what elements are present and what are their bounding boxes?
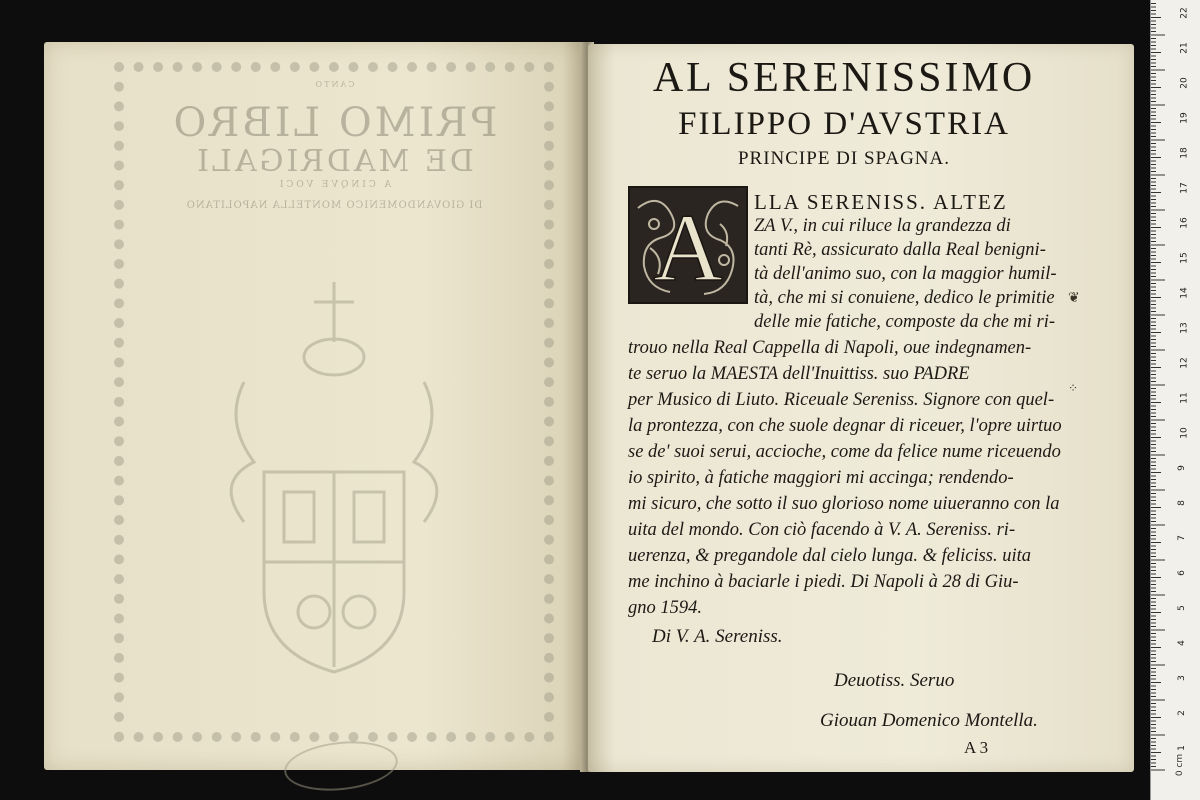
measurement-ruler <box>1150 0 1200 800</box>
body-line-15: uerenza, & pregandole dal cielo lunga. & feliciss. uita <box>628 546 1032 566</box>
coat-of-arms-image <box>204 262 464 702</box>
salutation: Di V. A. Sereniss. <box>652 626 783 647</box>
body-line-13: mi sicuro, che sotto il suo glorioso nome uiueranno con la <box>628 494 1060 514</box>
ruler-number: 20 <box>1179 77 1190 89</box>
left-page <box>44 42 584 770</box>
ruler-number: 22 <box>1179 7 1190 19</box>
printer-ornament-icon: ❦ <box>1068 290 1080 306</box>
author-signature: Giouan Domenico Montella. <box>820 710 1038 731</box>
ruler-number: 6 <box>1176 570 1187 576</box>
body-line-7: trouo nella Real Cappella di Napoli, oue indegnamen- <box>628 338 1032 358</box>
body-line-4: tà dell'animo suo, con la maggior humil- <box>754 264 1057 284</box>
show-through-title-page <box>114 62 554 742</box>
decorated-initial <box>628 186 748 304</box>
ruler-number: 7 <box>1176 535 1187 541</box>
body-line-3: tanti Rè, assicurato dalla Real benigni- <box>754 240 1046 260</box>
ruler-unit-label: 0 cm <box>1175 753 1186 777</box>
right-page <box>588 44 1134 772</box>
margin-mark-icon: ⁘ <box>1068 381 1079 395</box>
library-stamp <box>282 736 400 796</box>
ruler-number: 19 <box>1179 112 1190 124</box>
body-line-16: me inchino à baciarle i piedi. Di Napoli à 28 di Giu- <box>628 572 1019 592</box>
dedication-rank: PRINCIPE DI SPAGNA. <box>737 148 951 169</box>
foliage-ornament-icon <box>630 188 746 302</box>
ruler-number: 18 <box>1179 147 1190 159</box>
ghost-title: PRIMO LIBRO <box>170 100 498 146</box>
ruler-number: 1 <box>1176 745 1187 751</box>
body-line-1: LLA SERENISS. ALTEZ <box>754 190 1008 214</box>
ruler-number: 10 <box>1179 427 1190 439</box>
body-line-14: uita del mondo. Con ciò facendo à V. A. Sereniss. ri- <box>628 520 1016 540</box>
body-line-17: gno 1594. <box>628 598 702 618</box>
body-line-11: se de' suoi serui, accioche, come da felice nume riceuendo <box>628 442 1061 462</box>
initial-letter: A <box>653 194 723 301</box>
body-line-2: ZA V., in cui riluce la grandezza di <box>754 216 1011 236</box>
dedication-name: FILIPPO D'AVSTRIA <box>678 106 1010 142</box>
body-line-8: te seruo la MAESTA dell'Inuittiss. suo PADRE <box>628 364 970 384</box>
ghost-author: DI GIOVANDOMENICO MONTELLA NAPOLITANO <box>185 200 483 211</box>
body-line-5: tà, che mi si conuiene, dedico le primitie <box>754 288 1055 308</box>
ruler-number: 12 <box>1179 357 1190 369</box>
dedication-title: AL SERENISSIMO <box>652 55 1036 101</box>
body-line-10: la prontezza, con che suole degnar di riceuer, l'opre uirtuo <box>628 416 1062 436</box>
ruler-ticks <box>1151 0 1200 800</box>
ghost-voices: A CINQVE VOCI <box>276 180 392 190</box>
ruler-number: 3 <box>1176 675 1187 681</box>
open-book <box>44 42 1134 772</box>
ruler-number: 11 <box>1179 392 1190 404</box>
ghost-subtitle: DE MADRIGALI <box>194 144 474 179</box>
servant-line: Deuotiss. Seruo <box>834 670 955 691</box>
ruler-number: 16 <box>1179 217 1190 229</box>
ruler-number: 21 <box>1179 42 1190 54</box>
ruler-number: 2 <box>1176 710 1187 716</box>
signature-mark: A 3 <box>964 738 989 757</box>
ruler-number: 4 <box>1176 640 1187 646</box>
ghost-voice-part: CANTO <box>313 80 355 89</box>
ruler-number: 14 <box>1179 287 1190 299</box>
ruler-number: 9 <box>1176 465 1187 471</box>
body-line-12: io spirito, à fatiche maggiori mi accinga; rendendo- <box>628 468 1014 488</box>
ruler-number: 13 <box>1179 322 1190 334</box>
ruler-number: 8 <box>1176 500 1187 506</box>
body-line-6: delle mie fatiche, composte da che mi ri- <box>754 312 1056 332</box>
body-line-9: per Musico di Liuto. Riceuale Sereniss. Signore con quel- <box>628 390 1055 410</box>
ruler-number: 17 <box>1179 182 1190 194</box>
ruler-number: 15 <box>1179 252 1190 264</box>
ruler-number: 5 <box>1176 605 1187 611</box>
